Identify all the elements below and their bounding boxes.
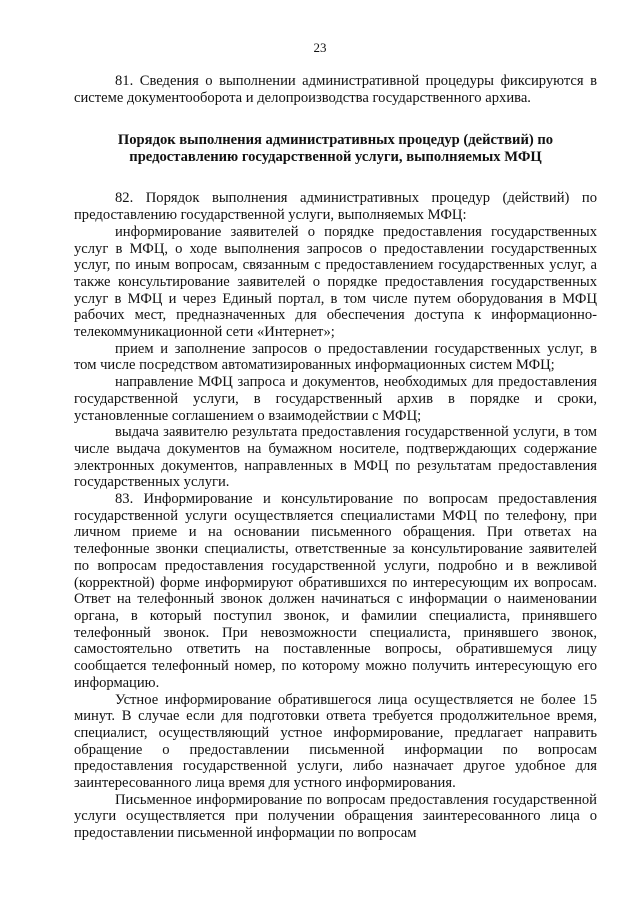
paragraph-82-item-sending: направление МФЦ запроса и документов, необходимых для предоставления государственной услуги, в государственный архив в порядке и сроки, установленные соглашением о взаимодействии с МФЦ; — [74, 374, 597, 424]
page-number: 23 — [313, 40, 327, 55]
document-body — [74, 73, 597, 842]
paragraph-82: 82. Порядок выполнения административных процедур (действий) по предоставлению государственной услуги, выполняемых МФЦ: — [74, 190, 597, 224]
section-heading-line-2: предоставлению государственной услуги, выполняемых МФЦ — [129, 149, 542, 166]
paragraph-83: 83. Информирование и консультирование по вопросам предоставления государственной услуги осуществляется специалистами МФЦ по телефону, при личном приеме и на основании письменного обращения. При ответах на телефонные звонки специалисты, ответственные за консультирование заявителей по вопросам предоставления государственной услуги, подробно и в вежливой (корректной) форме информируют обратившихся по интересующим их вопросам. Ответ на телефонный звонок должен начинаться с информации о наименовании органа, в который поступил звонок, и фамилии специалиста, принявшего телефонный звонок. При невозможности специалиста, принявшего звонок, самостоятельно ответить на поставленные вопросы, обратившемуся лицу сообщается телефонный номер, по которому можно получить интересующую его информацию. — [74, 491, 597, 691]
paragraph-written-informing: Письменное информирование по вопросам предоставления государственной услуги осуществляется при получении обращения заинтересованного лица о предоставлении письменной информации по вопросам — [74, 791, 597, 842]
section-heading — [74, 132, 597, 166]
paragraph-82-item-issuing: выдача заявителю результата предоставления государственной услуги, в том числе выдача документов на бумажном носителе, подтверждающих содержание электронных документов, направленных в МФЦ по результатам предоставления государственных услуги. — [74, 424, 597, 491]
paragraph-82-item-reception: прием и заполнение запросов о предоставлении государственных услуг, в том числе посредством автоматизированных информационных систем МФЦ; — [74, 340, 597, 374]
section-heading-line-1: Порядок выполнения административных процедур (действий) по — [117, 132, 554, 149]
paragraph-oral-informing: Устное информирование обратившегося лица осуществляется не более 15 минут. В случае если для подготовки ответа требуется продолжительное время, специалист, осуществляющий устное информирование, предлагает направить обращение о предоставлении письменной информации по вопросам предоставления государственной услуги, либо назначает другое удобное для заинтересованного лица время для устного информирования. — [74, 691, 597, 792]
paragraph-81: 81. Сведения о выполнении административной процедуры фиксируются в системе документооборота и делопроизводства государственного архива. — [74, 73, 597, 106]
paragraph-82-item-informing: информирование заявителей о порядке предоставления государственных услуг в МФЦ, о ходе выполнения запросов о предоставлении государственных услуг, по иным вопросам, связанным с предоставлением государственных услуг, а также консультирование заявителей о порядке предоставления государственных услуг в МФЦ и через Единый портал, в том числе путем оборудования в МФЦ рабочих мест, предназначенных для обеспечения доступа к информационно-телекоммуникационной сети «Интернет»; — [74, 223, 597, 341]
